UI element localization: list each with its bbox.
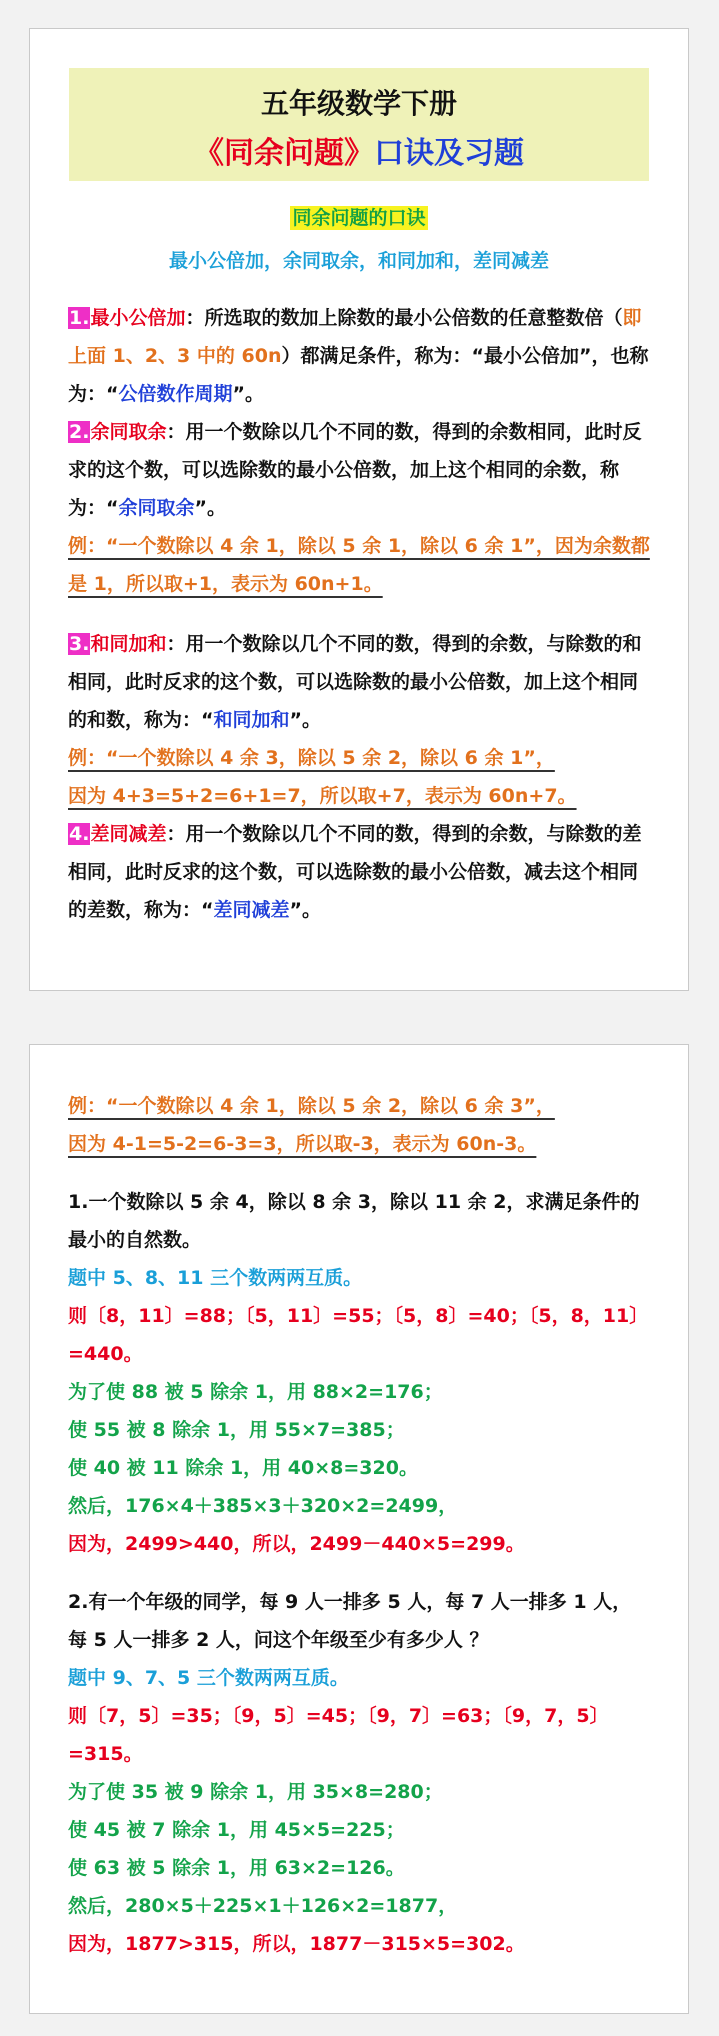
section-number: 4. (69, 823, 90, 845)
subtitle-topic: 《同余问题》 (194, 136, 374, 171)
section-text: ”。 (194, 497, 227, 519)
section-1 (68, 299, 650, 413)
section-keyword: 最小公倍加 (90, 307, 186, 329)
q1-step: 为了使 88 被 5 除余 1，用 88×2=176； (68, 1381, 443, 1403)
q1-answer: 因为，2499>440，所以，2499－440×5=299。 (68, 1533, 525, 1555)
section-text: ”。 (289, 709, 322, 731)
section-text: ：用一个数除以几个不同的数，得到的余数，与除数的差相同，此时反求的这个数，可以选除数的最小公倍数，减去这个相同的差数，称为：“ (68, 823, 642, 921)
section-highlight: 即上面 1、2、3 中的 60n (68, 307, 642, 367)
example-line: 因为 4+3=5+2=6+1=7，所以取+7，表示为 60n+7。 (68, 785, 577, 807)
section-number: 1. (69, 307, 90, 329)
section-term: 公倍数作周期 (118, 383, 233, 405)
question-2: 2.有一个年级的同学，每 9 人一排多 5 人，每 7 人一排多 1 人，每 5 人一排多 2 人，问这个年级至少有多少人 ？ (68, 1591, 632, 1651)
q2-step: 然后，280×5＋225×1＋126×2=1877， (68, 1895, 458, 1917)
subtitle-suffix: 口诀及习题 (374, 136, 524, 171)
section-number: 3. (69, 633, 90, 655)
question-1: 1.一个数除以 5 余 4，除以 8 余 3，除以 11 余 2，求满足条件的最小的自然数。 (68, 1191, 640, 1251)
q1-step: 然后，176×4＋385×3＋320×2=2499， (68, 1495, 458, 1517)
section-text: ”。 (232, 383, 265, 405)
section-2-example (68, 527, 650, 603)
mnemonic-block (30, 203, 688, 273)
q2-lcm: 则〔7，5〕=35；〔9，5〕=45；〔9，7〕=63；〔9，7，5〕=315。 (68, 1705, 609, 1765)
example-line: 例：“一个数除以 4 余 1，除以 5 余 2，除以 6 余 3”， (68, 1095, 555, 1117)
page-subtitle (69, 135, 649, 173)
q1-step: 使 55 被 8 除余 1，用 55×7=385； (68, 1419, 405, 1441)
section-text: ：用一个数除以几个不同的数，得到的余数相同，此时反求的这个数，可以选除数的最小公倍数，加上这个相同的余数，称为：“ (68, 421, 642, 519)
section-text: ：所选取的数加上除数的最小公倍数的任意整数倍（ (185, 307, 623, 329)
mnemonic-heading: 同余问题的口诀 (292, 207, 426, 229)
section-2 (68, 413, 650, 527)
example-line: 例：“一个数除以 4 余 3，除以 5 余 2，除以 6 余 1”， (68, 747, 555, 769)
section-term: 和同加和 (213, 709, 290, 731)
example-block (68, 1087, 650, 1163)
mnemonic-text: 最小公倍加，余同取余，和同加和，差同减差 (168, 250, 549, 272)
q2-step: 使 63 被 5 除余 1，用 63×2=126。 (68, 1857, 405, 1879)
section-text: ”。 (289, 899, 322, 921)
section-4 (68, 815, 650, 929)
section-3-example (68, 739, 650, 815)
section-number: 2. (69, 421, 90, 443)
q1-step: 使 40 被 11 除余 1，用 40×8=320。 (68, 1457, 418, 1479)
section-term: 差同减差 (213, 899, 290, 921)
section-keyword: 余同取余 (90, 421, 167, 443)
q2-note: 题中 9、7、5 三个数两两互质。 (68, 1667, 349, 1689)
exercise-card (29, 1044, 689, 2014)
section-text: ）都满足条件，称为：“最小公倍加”，也称为：“ (68, 345, 649, 405)
example-line: 因为 4-1=5-2=6-3=3，所以取-3，表示为 60n-3。 (68, 1133, 537, 1155)
lesson-card (29, 28, 689, 991)
title-banner (69, 68, 649, 181)
q2-step: 为了使 35 被 9 除余 1，用 35×8=280； (68, 1781, 443, 1803)
section-3 (68, 625, 650, 739)
q1-note: 题中 5、8、11 三个数两两互质。 (68, 1267, 363, 1289)
section-text: ：用一个数除以几个不同的数，得到的余数，与除数的和相同，此时反求的这个数，可以选除数的最小公倍数，加上这个相同的和数，称为：“ (68, 633, 642, 731)
q2-step: 使 45 被 7 除余 1，用 45×5=225； (68, 1819, 405, 1841)
section-keyword: 差同减差 (90, 823, 167, 845)
page-title: 五年级数学下册 (260, 87, 457, 120)
example-text: 例：“一个数除以 4 余 1，除以 5 余 1，除以 6 余 1”，因为余数都是 1，所以取+1，表示为 60n+1。 (68, 535, 650, 595)
q1-lcm: 则〔8，11〕=88；〔5，11〕=55；〔5，8〕=40；〔5，8，11〕=440。 (68, 1305, 649, 1365)
section-keyword: 和同加和 (90, 633, 167, 655)
section-term: 余同取余 (118, 497, 195, 519)
q2-answer: 因为，1877>315，所以，1877－315×5=302。 (68, 1933, 525, 1955)
